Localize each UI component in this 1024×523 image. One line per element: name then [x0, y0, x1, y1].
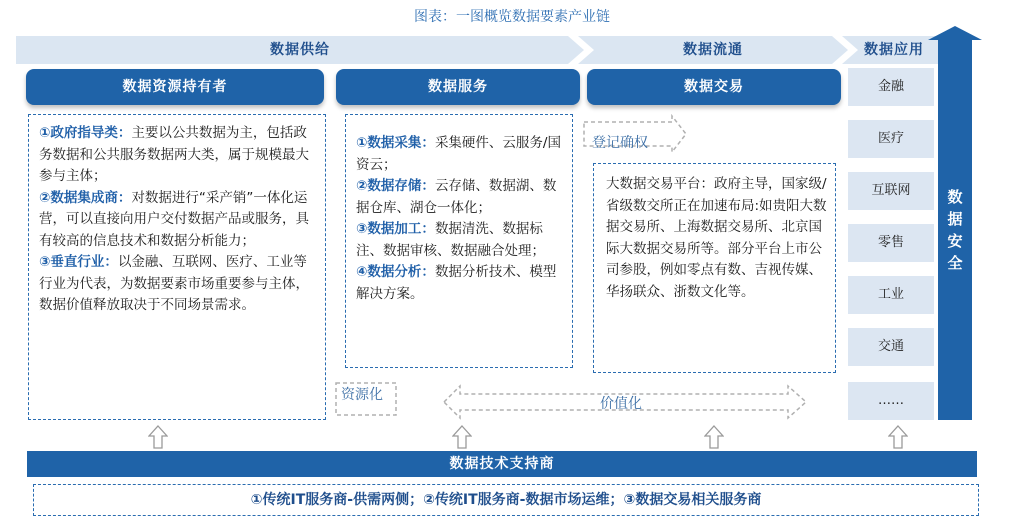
registration-label: 登记确权	[592, 135, 648, 151]
stage-supply-band	[16, 36, 584, 64]
holders-p2-head: ②数据集成商：	[39, 189, 132, 206]
stage-application-band	[842, 36, 938, 64]
header-data-services: 数据服务	[336, 69, 580, 105]
stage-circulation-label: 数据流通	[683, 42, 743, 58]
holders-text	[39, 123, 317, 317]
holders-box	[28, 114, 326, 420]
holders-p2-body: 对数据进行“采产销”一体化运营，可以直接向用户交付数据产品或服务，具有较高的信息技术和数据分析能力；	[39, 189, 309, 249]
holders-p3-body: 以金融、互联网、医疗、工业等行业为代表，为数据要素市场重要参与主体，数据价值释放取决于不同场景需求。	[39, 254, 309, 313]
services-box	[345, 114, 573, 368]
holders-p1-head: ①政府指导类：	[39, 125, 132, 141]
security-label	[938, 186, 972, 274]
security-label-char: 数	[947, 188, 963, 206]
app-transport: 交通	[848, 328, 934, 366]
security-bar	[938, 36, 972, 420]
services-p2-body: 云存储、数据湖、数据仓库、湖仓一体化；	[356, 178, 557, 216]
up-arrow-4	[888, 425, 908, 449]
services-p1-head: ①数据采集：	[356, 135, 435, 151]
stage-circulation-band	[578, 36, 848, 64]
services-p3-body: 数据清洗、数据标注、数据审核、数据融合处理；	[356, 221, 545, 259]
figure-title: 图表：一图概览数据要素产业链	[414, 9, 610, 25]
security-label-char: 安	[947, 232, 963, 250]
providers-box: ①传统IT服务商-供需两侧；②传统IT服务商-数据市场运维；③数据交易相关服务商	[33, 484, 979, 516]
app-retail: 零售	[848, 224, 934, 262]
tech-support-bar: 数据技术支持商	[27, 451, 977, 477]
app-internet: 互联网	[848, 172, 934, 210]
resource-label: 资源化	[341, 387, 383, 403]
up-arrow-3	[704, 425, 724, 449]
security-label-char: 据	[947, 210, 963, 228]
services-p4-head: ④数据分析：	[356, 264, 435, 280]
stage-application-label: 数据应用	[864, 42, 924, 58]
value-label: 价值化	[600, 396, 642, 412]
up-arrow-2	[452, 425, 472, 449]
security-label-char: 全	[947, 254, 963, 272]
holders-p3-head: ③垂直行业：	[39, 254, 118, 270]
services-text	[356, 133, 564, 305]
holders-p1-body: 主要以公共数据为主，包括政务数据和公共服务数据两大类，属于规模最大参与主体；	[39, 125, 309, 184]
services-p2-head: ②数据存储：	[356, 178, 435, 194]
app-more: ……	[848, 382, 934, 420]
app-industry: 工业	[848, 276, 934, 314]
trading-box	[593, 163, 836, 373]
app-finance: 金融	[848, 68, 934, 106]
stage-supply-label: 数据供给	[270, 42, 330, 58]
services-p1-body: 采集硬件、云服务/国资云；	[356, 135, 561, 173]
trading-text: 大数据交易平台：政府主导，国家级/省级数交所正在加速布局:如贵阳大数据交易所、上海数据交易所、北京国际大数据交易所等。部分平台上市公司参股，例如零点有数、吉视传媒、华扬联众、浙数文化等。	[606, 176, 827, 300]
header-data-trading: 数据交易	[587, 69, 841, 105]
services-p4-body: 数据分析技术、模型解决方案。	[356, 264, 557, 302]
services-p3-head: ③数据加工：	[356, 221, 435, 237]
up-arrow-1	[148, 425, 168, 449]
header-data-holders: 数据资源持有者	[26, 69, 324, 105]
app-medical: 医疗	[848, 120, 934, 158]
